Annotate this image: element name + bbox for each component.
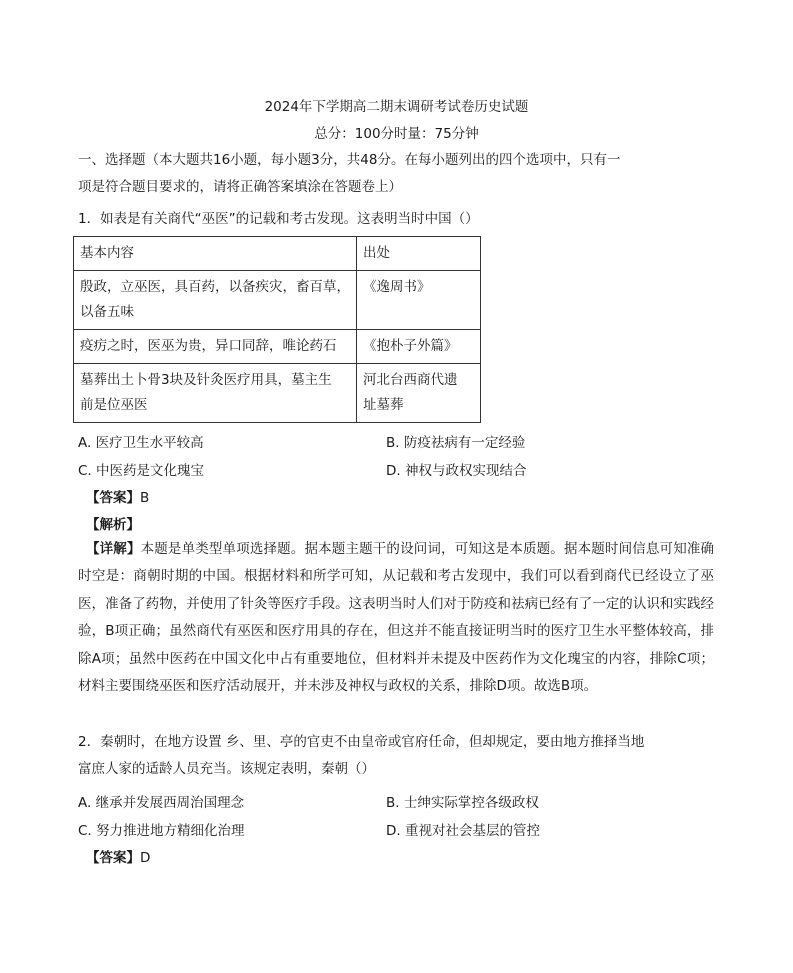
q1-option-a: A. 医疗卫生水平较高 bbox=[78, 435, 204, 451]
table-header-row bbox=[74, 237, 481, 271]
cell-line: 《逸周书》 bbox=[363, 279, 431, 295]
q1-table bbox=[73, 236, 481, 423]
q2-option-c: C. 努力推进地方精细化治理 bbox=[78, 823, 245, 839]
table-cell-source bbox=[357, 330, 481, 364]
cell-line: 疫疠之时，医巫为贵，异口同辞，唯论药石 bbox=[80, 338, 337, 354]
q2-option-a: A. 继承并发展西周治国理念 bbox=[78, 795, 245, 811]
table-cell-source bbox=[357, 364, 481, 423]
q1-stem: 1．如表是有关商代“巫医”的记载和考古发现。这表明当时中国（） bbox=[78, 211, 479, 227]
q2-answer bbox=[86, 846, 150, 866]
table-row bbox=[74, 271, 481, 330]
cell-line: 墓葬出土卜骨3块及针灸医疗用具，墓主生 bbox=[80, 372, 332, 388]
table-row bbox=[74, 364, 481, 423]
q1-option-b: B. 防疫祛病有一定经验 bbox=[386, 435, 526, 451]
table-cell-source bbox=[357, 271, 481, 330]
cell-line: 前是位巫医 bbox=[80, 397, 148, 413]
answer-label: 【答案】 bbox=[86, 850, 140, 866]
table-cell-content bbox=[74, 364, 357, 423]
exam-subtitle: 总分：100分时量：75分钟 bbox=[314, 126, 479, 142]
q1-detail bbox=[78, 536, 714, 700]
cell-line: 址墓葬 bbox=[363, 397, 404, 413]
cell-line: 以备五味 bbox=[80, 304, 134, 320]
cell-line: 河北台西商代遗 bbox=[363, 372, 458, 388]
q1-analysis-label: 【解析】 bbox=[86, 517, 140, 533]
q1-answer bbox=[86, 486, 149, 506]
q2-option-b: B. 士绅实际掌控各级政权 bbox=[386, 795, 539, 811]
answer-value: D bbox=[140, 850, 151, 866]
cell-line: 殷政，立巫医，具百药，以备疾灾，畜百草， bbox=[80, 279, 350, 295]
cell-line: 《抱朴子外篇》 bbox=[363, 338, 458, 354]
exam-title: 2024年下学期高二期末调研考试卷历史试题 bbox=[264, 99, 529, 115]
table-row bbox=[74, 330, 481, 364]
section-instructions-line2: 项是符合题目要求的，请将正确答案填涂在答题卷上） bbox=[78, 179, 402, 195]
detail-label: 【详解】 bbox=[86, 541, 141, 557]
table-header-source: 出处 bbox=[357, 237, 481, 271]
table-cell-content bbox=[74, 330, 357, 364]
answer-value: B bbox=[140, 490, 150, 506]
detail-text: 本题是单类型单项选择题。据本题主题干的设问词，可知这是本质题。据本题时间信息可知准确时空是：商朝时期的中国。根据材料和所学可知，从记载和考古发现中，我们可以看到商代已经设立了巫医，准备了药物，并使用了针灸等医疗手段。这表明当时人们对于防疫和祛病已经有了一定的认识和实践经验，B项正确；虽然商代有巫医和医疗用具的存在，但这并不能直接证明当时的医疗卫生水平整体较高，排除A项；虽然中医药在中国文化中占有重要地位，但材料并未提及中医药作为文化瑰宝的内容，排除C项；材料主要围绕巫医和医疗活动展开，并未涉及神权与政权的关系，排除D项。故选B项。 bbox=[78, 541, 715, 695]
q2-option-d: D. 重视对社会基层的管控 bbox=[386, 823, 540, 839]
q1-option-d: D. 神权与政权实现结合 bbox=[386, 463, 527, 479]
table-cell-content bbox=[74, 271, 357, 330]
q2-stem-line2: 富庶人家的适龄人员充当。该规定表明，秦朝（） bbox=[78, 761, 375, 777]
section-instructions-line1: 一、选择题（本大题共16小题，每小题3分，共48分。在每小题列出的四个选项中，只有一 bbox=[78, 152, 621, 168]
q1-option-c: C. 中医药是文化瑰宝 bbox=[78, 463, 205, 479]
q2-stem-line1: 2．秦朝时，在地方设置 乡、里、亭的官吏不由皇帝或官府任命，但却规定，要由地方推择当地 bbox=[78, 734, 645, 750]
answer-label: 【答案】 bbox=[86, 490, 140, 506]
table-header-content: 基本内容 bbox=[74, 237, 357, 271]
